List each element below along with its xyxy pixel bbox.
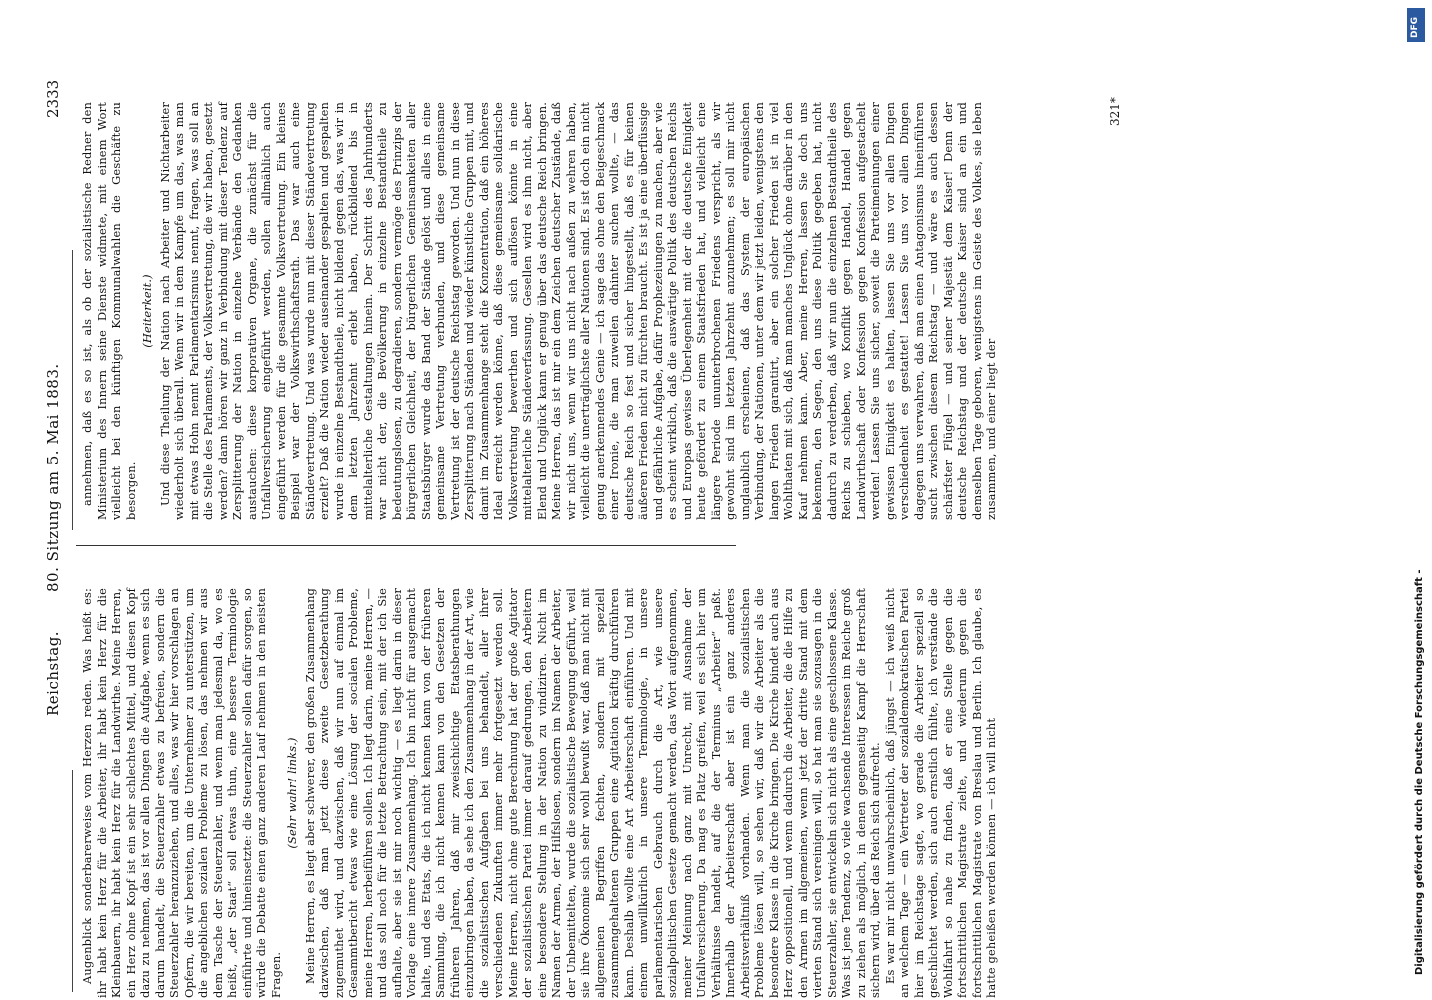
- paragraph: Es war mir nicht unwahrscheinlich, daß jüngst — ich weiß nicht an welchem Tage — ein Vertreter der sozialdemokratischen Partei hier im Reichstage sagte, wo gerade die Arbeiter speziell so geschlichtet werden, sich auch ernstlich fühlte, ich verstände die Wohlfahrt so nahe zu finden, daß er eine Stelle gegen die fortschrittlichen Magistrate zielte, und wiederum gegen die fortschrittlichen Magistrate von Breslau und Berlin. Ich glaube, es hatte geheißen werden können — ich will nicht: [882, 588, 998, 998]
- signature-mark: 321*: [1108, 97, 1122, 126]
- dfg-logo-text: DFG: [1410, 16, 1420, 38]
- interjection: (Sehr wahr! links.): [285, 737, 299, 849]
- paragraph: Augenblick sonderbarerweise vom Herzen reden. Was heißt es: ihr habt kein Herz für die Arbeiter, ihr habt kein Herz für die Kleinbauern, ihr habt kein Herz für die Landwirthe. Meine Herren, ein Herz ohne Kopf ist ein sehr schlechtes Mittel, und diesen Kopf dazu zu nehmen, das ist vor allen Dingen die Aufgabe, wenn es sich darum handelt, die Steuerzahler etwas zu befreien, sondern die Steuerzahler heranzuziehen, und alles, was wir hier vorschlagen an Opfern, die wir bereiten, um die Unternehmer zu unterstützen, um die angeblichen sozialen Probleme zu lösen, das nehmen wir aus dem Tasche der Steuerzahler, und wenn man jedesmal da, wo es heißt, „der Staat“ soll etwas thun, eine bessere Terminologie einführte und hineinsetzte: die Steuerzahler sollen dafür sorgen, so würde die Debatte einen ganz anderen Lauf nehmen in den meisten Fragen.: [80, 588, 283, 998]
- header-session-date: 80. Sitzung am 5. Mai 1883.: [44, 363, 62, 592]
- left-column: [80, 588, 998, 998]
- paragraph: Und diese Theilung der Nation nach Arbeiter und Nichtarbeiter wiederholt sich überall. Wenn wir in dem Kampfe um das, was man mit etwas Hohn nennt Parlamentarismus nennt, fragen, was soll an die Stelle des Parlaments, der Volksvertretung, die wir haben, gesetzt werden? dann hören wir ganz in Verbindung mit dieser Tendenz auf Zersplitterung der Nation in einzelne Verbände den Gedanken austauchen: diese korporativen Organe, die zunächst für die Unfallversicherung eingeführt werden, sollen allmählich auch eingeführt werden für die gesammte Volksvertretung. Ein kleines Beispiel war der Volkswirthschaftsrath. Das war auch eine Ständevertretung. Und was wurde nun mit dieser Ständevertretung erzielt? Daß die Nation wieder auseinander gespalten und gespalten wurde in einzelne Bestandtheile, nicht bildend gegen das, was wir in dem letzten Jahrzehnt erlebt haben, rückbildend bis in mittelalterliche Gestaltungen hinein. Der Schritt des Jahrhunderts war nicht der, die Bevölkerung in einzelne Bestandtheile zu bedeutungslosen, zu degradieren, sondern vermöge des Prinzips der bürgerlichen Gleichheit, der bürgerlichen Gemeinsamkeiten aller Staatsbürger wurde das Band der Stände gelöst und alles in eine gemeinsame Vertretung verbunden, und diese gemeinsame Vertretung ist der deutsche Reichstag geworden. Und nun in diese Zersplitterung nach Ständen und wieder künstliche Gruppen mit, und damit im Zusammenhange steht die Konzentration, daß ein höheres Ideal erreicht werden könne, daß diese gemeinsame solidarische Volksvertretung bewerthen und sich auflösen könnte in eine mittelalterliche Ständeverfassung. Gesellen wird es ihm nicht, aber Elend und Unglück kann er genug über das deutsche Reich bringen. Meine Herren, das ist mir ein dem Zeichen deutscher Zustände, daß wir nicht uns, wenn wir uns nicht nach außen zu wehren haben, vielleicht die unerträglichste aller Nationen sind. Es ist doch ein nicht genug anerkennendes Genie — ich sage das ohne den Beigeschmack einer Ironie, die man zuweilen dahinter suchen wollte, — das deutsche Reich so fest und sicher hingestellt, daß es für keinen äußeren Frieden nicht zu fürchten braucht. Es ist ja eine überflüssige und gefährliche Aufgabe, dafür Prophezeiungen zu machen, aber wie es scheint wirklich, daß die auswärtige Politik des deutschen Reichs und Europas gewisse Überlegenheit mit der die deutsche Einigkeit heute gefördert zu einem Staatsfrieden hat, und vielleicht eine längere Periode ununterbrochenen Friedens verspricht, als wir gewohnt sind im letzten Jahrzehnt anzunehmen; es soll mir nicht unglaublich erscheinen, daß das System der europäischen Verbindung, der Nationen, unter dem wir jetzt leiden, wenigstens den langen Frieden garantirt, aber ein solcher Frieden ist in viel Wohlthaten mit sich, daß man manches Unglück ohne darüber in den Kauf nehmen kann. Aber, meine Herren, lassen Sie doch uns bekennen, den Segen, den uns diese Politik gegeben hat, nicht dadurch zu verderben, daß wir nun die einzelnen Bestandtheile des Reichs zu schieben, wo Konflikt gegen Handel, Handel gegen Landwirthschaft oder Konfession gegen Konfession aufgestachelt werden! Lassen Sie uns sicher, soweit die Parteimeinungen einer gewissen Einigkeit es halten, lassen Sie uns vor allen Dingen verschiedenheit es gestattet! Lassen Sie uns vor allen Dingen dagegen uns verwahren, daß man einen Antagonismus hineinführen sucht zwischen diesem Reichstag — und wäre es auch dessen schärfster Flügel — und seiner Majestät dem Kaiser! Denn der deutsche Reichstag und der deutsche Kaiser sind an ein und demselben Tage geboren, wenigstens im Geiste des Volkes, sie leben zusammen, und einer liegt der: [157, 102, 998, 520]
- page-number: 2333: [44, 79, 62, 118]
- header-rule-left: [72, 770, 73, 992]
- column-divider: [76, 545, 736, 546]
- dfg-logo-icon: [1407, 8, 1425, 42]
- header-rule-right: [72, 250, 73, 530]
- header-left: Reichstag.: [44, 630, 62, 716]
- dfg-credit: Digitalisierung gefördert durch die Deutsche Forschungsgemeinschaft -: [1414, 569, 1425, 975]
- paragraph: Meine Herren, es liegt aber schwerer, den großen Zusammenhang dazwischen, daß man jetzt diese zweite Gesetzberathung zugemuthet wird, und dazwischen, daß wir nun auf einmal im Gesammtbericht etwas wie eine Lösung der socialen Probleme, meine Herren, herbeiführen sollen. Ich liegt darin, meine Herren, — und das soll noch für die letzte Betrachtung sein, mit der ich Sie aufhalte, aber sie ist mir noch wichtig — es liegt darin in dieser Vorlage eine innere Zusammenhang. Ich bin nicht für ausgemacht halte, und des Etats, die ich nicht kennen kann von der früheren Sammlung, die ich nicht kennen kann von den Gesetzen der früheren Jahren, daß mir zweischichtige Etatsberathungen einzubringen haben, da sehe ich den Zusammenhang in der Art, wie die sozialistischen Aufgaben bei uns behandelt, aller ihrer verschiedenen Zukunften immer mehr fortgesetzt werden soll. Meine Herren, nicht ohne gute Berechnung hat der große Agitator der sozialistischen Partei immer darauf gedrungen, den Arbeitern eine besondere Stellung in der Nation zu vindiziren. Nicht im Namen der Armen, der Hilfslosen, sondern im Namen der Arbeiter, der Unbemittelten, wurde die sozialistische Bewegung geführt, weil sie ihre Ökonomie sich sehr wohl bewußt war, daß man nicht mit allgemeinen Begriffen fechten, sondern mit speziell zusammengehaltenen Gruppen eine Agitation kräftig durchführen kann. Deshalb wollte eine Art Arbeiterschaft einführen. Und mit einem unwillkürlich in unsere Terminologie, in unsere parlamentarischen Gebrauch durch die Art, wie unsere sozialpolitischen Gesetze gemacht werden, das Wort aufgenommen, meiner Meinung nach ganz mit Unrecht, mit Ausnahme der Unfallversicherung. Da mag es Platz greifen, weil es sich hier um Verhältnisse handelt, auf die der Terminus „Arbeiter“ paßt. Innerhalb der Arbeiterschaft aber ist ein ganz anderes Arbeitsverhältniß vorhanden. Wenn man die sozialistischen Probleme lösen will, so sehen wir, daß wir die Arbeiter als die besondere Klasse in die Kirche bringen. Die Kirche bindet auch aus Herz oppositionell, und wenn dadurch die Arbeiter, die die Hilfe zu den Armen im allgemeinen, wenn jetzt der dritte Stand mit dem vierten Stand sich vereinigen will, so hat man sie sozusagen in die Steuerzahler, sie entwickeln sich nicht als eine geschlossene Klasse. Was ist jene Tendenz, so viele wachsende Interessen im Reiche groß zu ziehen als möglich, in denen gegenseitig Kampf die Herrschaft sichern wird, über das Reich sich aufrecht.: [302, 588, 882, 998]
- paragraph: annehmen, daß es so ist, als ob der sozialistische Redner den Ministerium des Innern seine Dienste widmete, mit einem Wort vielleicht bei den künftigen Kommunalwahlen die Geschäfte zu besorgen.: [80, 102, 138, 520]
- interjection: (Heiterkeit.): [140, 274, 154, 348]
- right-column: [80, 102, 998, 520]
